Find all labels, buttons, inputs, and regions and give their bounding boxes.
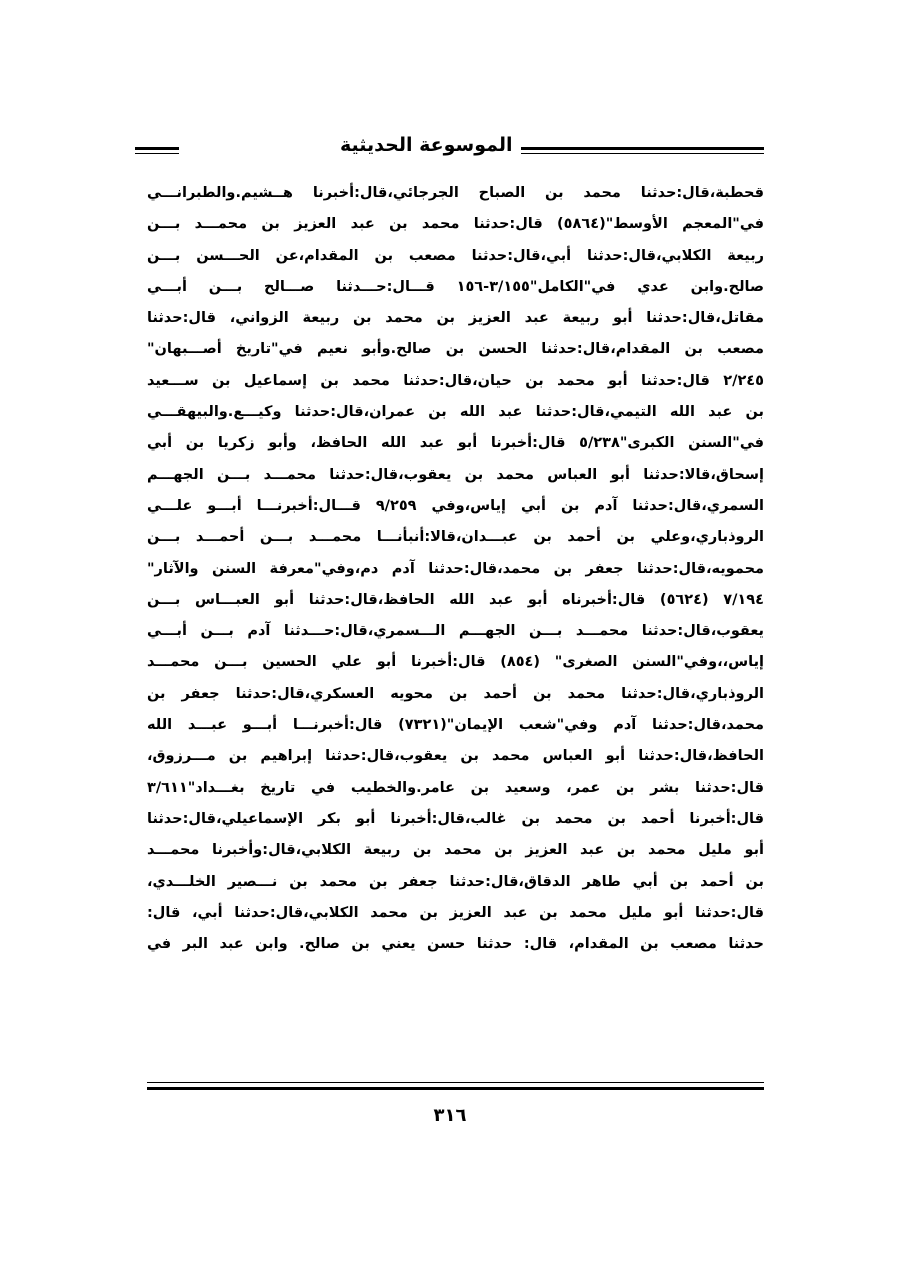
text-line: إسحاق،قالا:حدثنا أبو العباس محمد بن يعقوب،قال:حدثنا محمـــد بـــن الجهـــم: [147, 466, 764, 483]
text-line: الحافظ،قال:حدثنا أبو العباس محمد بن يعقوب،قال:حدثنا إبراهيم بن مـــرزوق،: [147, 748, 764, 765]
text-line: ربيعة الكلابي،قال:حدثنا أبي،قال:حدثنا مصعب بن المقدام،عن الحـــسن بـــن: [147, 247, 764, 264]
footer-rule-thick: [147, 1087, 764, 1090]
text-line: بن عبد الله التيمي،قال:حدثنا عبد الله بن عمران،قال:حدثنا وكيـــع.والبيهقـــي: [147, 404, 764, 421]
page-number: ٣١٦: [433, 1105, 467, 1126]
page-header: [132, 128, 764, 168]
running-title: الموسوعة الحديثية: [332, 132, 521, 158]
text-line: الروذباري،وعلي بن أحمد بن عبـــدان،قالا:أنبأنـــا محمـــد بـــن أحمـــد بـــن: [147, 529, 764, 546]
footer-rule: [147, 1082, 764, 1092]
text-line: الروذباري،قال:حدثنا محمد بن أحمد بن محويه العسكري،قال:حدثنا جعفر بن: [147, 685, 764, 702]
text-line: مقاتل،قال:حدثنا أبو ربيعة عبد العزيز بن محمد بن ربيعة الزواني، قال:حدثنا: [147, 310, 764, 327]
text-line: يعقوب،قال:حدثنا محمـــد بـــن الجهـــم الـــسمري،قال:حـــدثنا آدم بـــن أبـــي: [147, 623, 764, 640]
footer-rule-thin: [147, 1082, 764, 1083]
text-line: في"السنن الكبرى"٥/٢٣٨ قال:أخبرنا أبو عبد الله الحافظ، وأبو زكريا بن أبي: [147, 435, 764, 452]
text-line: قحطبة،قال:حدثنا محمد بن الصباح الجرجائي،قال:أخبرنا هــشيم.والطبرانـــي: [147, 185, 764, 201]
text-line: أبو مليل محمد بن عبد العزيز بن محمد بن ربيعة الكلابي،قال:وأخبرنا محمـــد: [147, 842, 764, 859]
text-line: حدثنا مصعب بن المقدام، قال: حدثنا حسن يعني بن صالح. وابن عبد البر في: [147, 936, 764, 953]
text-line: إياس،،وفي"السنن الصغرى" (٨٥٤) قال:أخبرنا أبو علي الحسين بـــن محمـــد: [147, 654, 764, 671]
text-line: قال:حدثنا بشر بن عمر، وسعيد بن عامر.والخطيب في تاريخ بغـــداد"٣/٦١١: [147, 779, 764, 796]
text-line: في"المعجم الأوسط"(٥٨٦٤) قال:حدثنا محمد بن عبد العزيز بن محمـــد بـــن: [147, 216, 764, 233]
body-text: [147, 178, 764, 1048]
text-line: قال:أخبرنا أحمد بن محمد بن غالب،قال:أخبرنا أبو بكر الإسماعيلي،قال:حدثنا: [147, 810, 764, 827]
text-line: بن أحمد بن أبي طاهر الدقاق،قال:حدثنا جعفر بن محمد بن نـــصير الخلـــدي،: [147, 873, 764, 890]
text-line: السمري،قال:حدثنا آدم بن أبي إياس،وفي ٩/٢٥٩ قـــال:أخبرنـــا أبـــو علـــي: [147, 497, 764, 514]
text-line: مصعب بن المقدام،قال:حدثنا الحسن بن صالح.وأبو نعيم في"تاريخ أصـــبهان": [147, 341, 764, 358]
text-line: محمويه،قال:حدثنا جعفر بن محمد،قال:حدثنا آدم دم،وفي"معرفة السنن والآثار": [147, 560, 764, 577]
text-line: محمد،قال:حدثنا آدم وفي"شعب الإيمان"(٧٣٢١) قال:أخبرنـــا أبـــو عبـــد الله: [147, 717, 764, 734]
text-line: قال:حدثنا أبو مليل محمد بن عبد العزيز بن محمد الكلابي،قال:حدثنا أبي، قال:: [147, 904, 764, 921]
text-line: ٧/١٩٤ (٥٦٢٤) قال:أخبرناه أبو عبد الله الحافظ،قال:حدثنا أبو العبـــاس بـــن: [147, 591, 764, 608]
text-line: صالح.وابن عدي في"الكامل"٣/١٥٥-١٥٦ قـــال:حـــدثنا صـــالح بـــن أبـــي: [147, 278, 764, 295]
text-line: ٢/٢٤٥ قال:حدثنا أبو محمد بن حيان،قال:حدثنا محمد بن إسماعيل بن ســـعيد: [147, 372, 764, 389]
header-rule-left-thick: [135, 147, 179, 150]
header-rule-left-thin: [135, 153, 179, 154]
